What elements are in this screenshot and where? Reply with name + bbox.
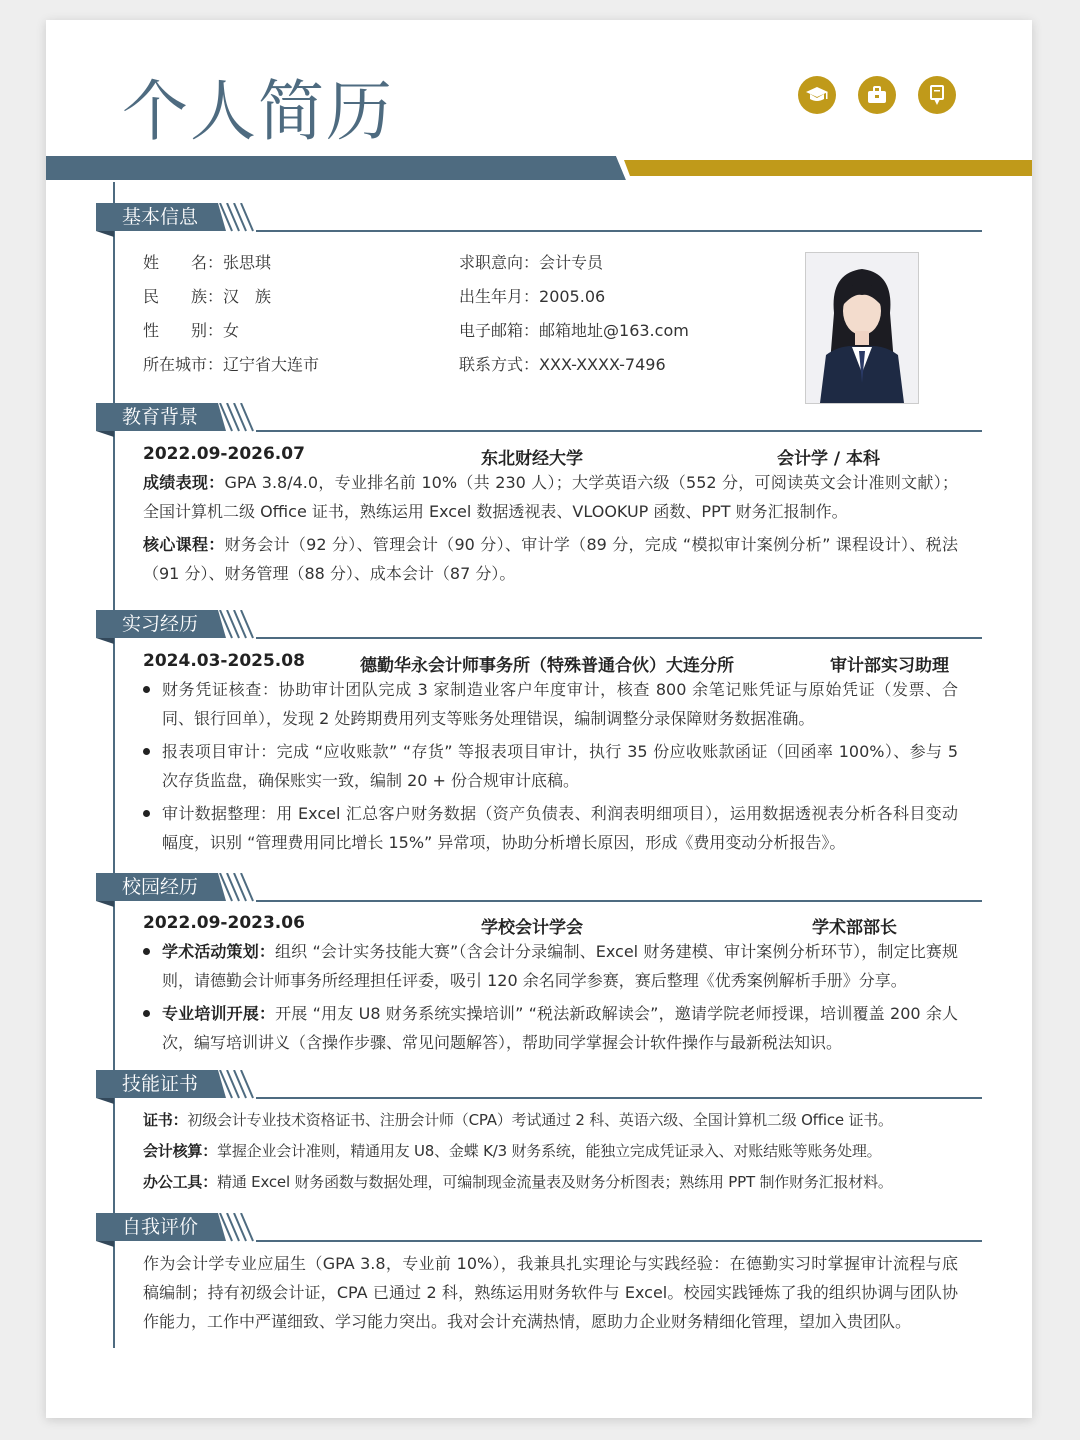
info-label: 出生年月： — [459, 287, 540, 306]
bullet-label: 学术活动策划： — [162, 942, 275, 961]
section-rule — [256, 637, 982, 639]
campus-org: 学校会计学会 — [481, 918, 583, 938]
bullet-dot — [143, 948, 150, 955]
intern-role: 审计部实习助理 — [830, 656, 949, 676]
skill-text: 掌握企业会计准则，精通用友 U8、金蝶 K/3 财务系统，能独立完成凭证录入、对账结账等账务处理。 — [217, 1142, 882, 1160]
header-icons — [798, 76, 956, 114]
bullet-text: 财务凭证核查：协助审计团队完成 3 家制造业客户年度审计，核查 800 余笔记账凭证与原始凭证（发票、合同、银行回单），发现 2 处跨期费用列支等账务处理错误，编制调整分录保障财务数据准确。 — [162, 680, 958, 728]
info-city — [143, 352, 319, 375]
edu-grades-label: 成绩表现： — [143, 473, 225, 492]
edu-grades-text: GPA 3.8/4.0，专业排名前 10%（共 230 人）；大学英语六级（552 分，可阅读英文会计准则文献）；全国计算机二级 Office 证书，熟练运用 Excel 数据透视表、VLOOKUP 函数、PPT 财务汇报制作。 — [143, 473, 958, 521]
bullet-dot — [143, 748, 150, 755]
page-title: 个人简历 — [122, 73, 394, 150]
section-title: 实习经历 — [122, 613, 199, 635]
intern-company: 德勤华永会计师事务所（特殊普通合伙）大连分所 — [360, 656, 734, 676]
info-value: XXX-XXXX-7496 — [539, 355, 666, 374]
campus-period: 2022.09-2023.06 — [143, 913, 305, 933]
section-rule — [256, 230, 982, 232]
bullet-dot — [143, 1010, 150, 1017]
section-basic-info — [96, 203, 982, 231]
self-eval-text: 作为会计学专业应届生（GPA 3.8，专业前 10%），我兼具扎实理论与实践经验：在德勤实习时掌握审计流程与底稿编制；持有初级会计证，CPA 已通过 2 科，熟练运用财务软件与 Excel。校园实践锤炼了我的组织协调与团队协作能力，工作中严谨细致、学习能力突出。我对会计充满热情，愿助力企业财务精细化管理，望加入贵团队。 — [143, 1254, 958, 1331]
graduation-cap-icon — [798, 76, 836, 114]
info-value: 女 — [223, 321, 240, 340]
info-intent — [459, 250, 603, 273]
intern-period: 2024.03-2025.08 — [143, 651, 305, 671]
info-label: 性 别： — [143, 321, 224, 340]
timeline-line — [113, 182, 115, 1348]
info-label: 姓 名： — [143, 253, 224, 272]
edu-period: 2022.09-2026.07 — [143, 444, 305, 464]
info-label: 民 族： — [143, 287, 224, 306]
section-self-eval — [96, 1213, 982, 1241]
bullet-text: 审计数据整理：用 Excel 汇总客户财务数据（资产负债表、利润表明细项目），运用数据透视表分析各科目变动幅度，识别 “管理费用同比增长 15%” 异常项，协助分析增长原因，形成《费用变动分析报告》。 — [162, 804, 958, 852]
intern-bullet — [143, 737, 958, 795]
campus-role: 学术部部长 — [812, 918, 897, 938]
section-campus — [96, 873, 982, 901]
edu-grades — [143, 468, 958, 526]
skill-text: 初级会计专业技术资格证书、注册会计师（CPA）考试通过 2 科、英语六级、全国计算机二级 Office 证书。 — [187, 1111, 893, 1129]
info-label: 联系方式： — [459, 355, 540, 374]
bullet-text: 报表项目审计：完成 “应收账款” “存货” 等报表项目审计，执行 35 份应收账款函证（回函率 100%）、参与 5 次存货监盘，确保账实一致，编制 20 + 份合规审计底稿。 — [162, 742, 958, 790]
info-phone — [459, 352, 666, 375]
info-value: 张思琪 — [223, 253, 272, 272]
section-rule — [256, 900, 982, 902]
info-label: 求职意向： — [459, 253, 540, 272]
info-label: 所在城市： — [143, 355, 224, 374]
skill-item — [143, 1106, 958, 1135]
bullet-text: 开展 “用友 U8 财务系统实操培训” “税法新政解读会”，邀请学院老师授课，培训覆盖 200 余人次，编写培训讲义（含操作步骤、常见问题解答），帮助同学掌握会计软件操作与最新税法知识。 — [162, 1004, 958, 1052]
info-value: 2005.06 — [539, 287, 606, 306]
bullet-text: 组织 “会计实务技能大赛”（含会计分录编制、Excel 财务建模、审计案例分析环节），制定比赛规则，请德勤会计师事务所经理担任评委，吸引 120 余名同学参赛，赛后整理《优秀案例解析手册》分享。 — [162, 942, 958, 990]
resume-page — [46, 20, 1032, 1418]
section-rule — [256, 1240, 982, 1242]
edu-courses-text: 财务会计（92 分）、管理会计（90 分）、审计学（89 分，完成 “模拟审计案例分析” 课程设计）、税法（91 分）、财务管理（88 分）、成本会计（87 分）。 — [143, 535, 958, 583]
section-skills — [96, 1070, 982, 1098]
skill-label: 会计核算： — [143, 1142, 218, 1160]
info-email — [459, 318, 689, 341]
info-name — [143, 250, 271, 273]
section-rule — [256, 1097, 982, 1099]
edu-courses — [143, 530, 958, 588]
bullet-dot — [143, 810, 150, 817]
skill-item — [143, 1168, 958, 1197]
section-title: 基本信息 — [122, 206, 199, 228]
section-internship — [96, 610, 982, 638]
info-birth — [459, 284, 605, 307]
certificate-icon — [918, 76, 956, 114]
edu-major: 会计学 / 本科 — [777, 449, 881, 469]
info-label: 电子邮箱： — [459, 321, 540, 340]
info-value: 会计专员 — [539, 253, 604, 272]
bullet-label: 专业培训开展： — [162, 1004, 276, 1023]
info-gender — [143, 318, 239, 341]
campus-bullet — [143, 937, 958, 995]
briefcase-icon — [858, 76, 896, 114]
section-title: 自我评价 — [122, 1216, 199, 1238]
section-title: 教育背景 — [122, 406, 199, 428]
intern-bullet — [143, 799, 958, 857]
profile-photo — [805, 252, 919, 404]
section-title: 技能证书 — [122, 1073, 199, 1095]
info-value: 邮箱地址@163.com — [539, 321, 689, 340]
info-value: 辽宁省大连市 — [223, 355, 320, 374]
section-education — [96, 403, 982, 431]
skill-text: 精通 Excel 财务函数与数据处理，可编制现金流量表及财务分析图表；熟练用 PPT 制作财务汇报材料。 — [217, 1173, 893, 1191]
skill-item — [143, 1137, 958, 1166]
header-band — [46, 156, 1032, 180]
bullet-dot — [143, 686, 150, 693]
edu-courses-label: 核心课程： — [143, 535, 225, 554]
intern-bullet — [143, 675, 958, 733]
skill-label: 证书： — [143, 1111, 188, 1129]
campus-bullet — [143, 999, 958, 1057]
section-title: 校园经历 — [122, 876, 199, 898]
info-ethnicity — [143, 284, 271, 307]
edu-school: 东北财经大学 — [481, 449, 583, 469]
section-rule — [256, 430, 982, 432]
info-value: 汉 族 — [223, 287, 272, 306]
skill-label: 办公工具： — [143, 1173, 218, 1191]
